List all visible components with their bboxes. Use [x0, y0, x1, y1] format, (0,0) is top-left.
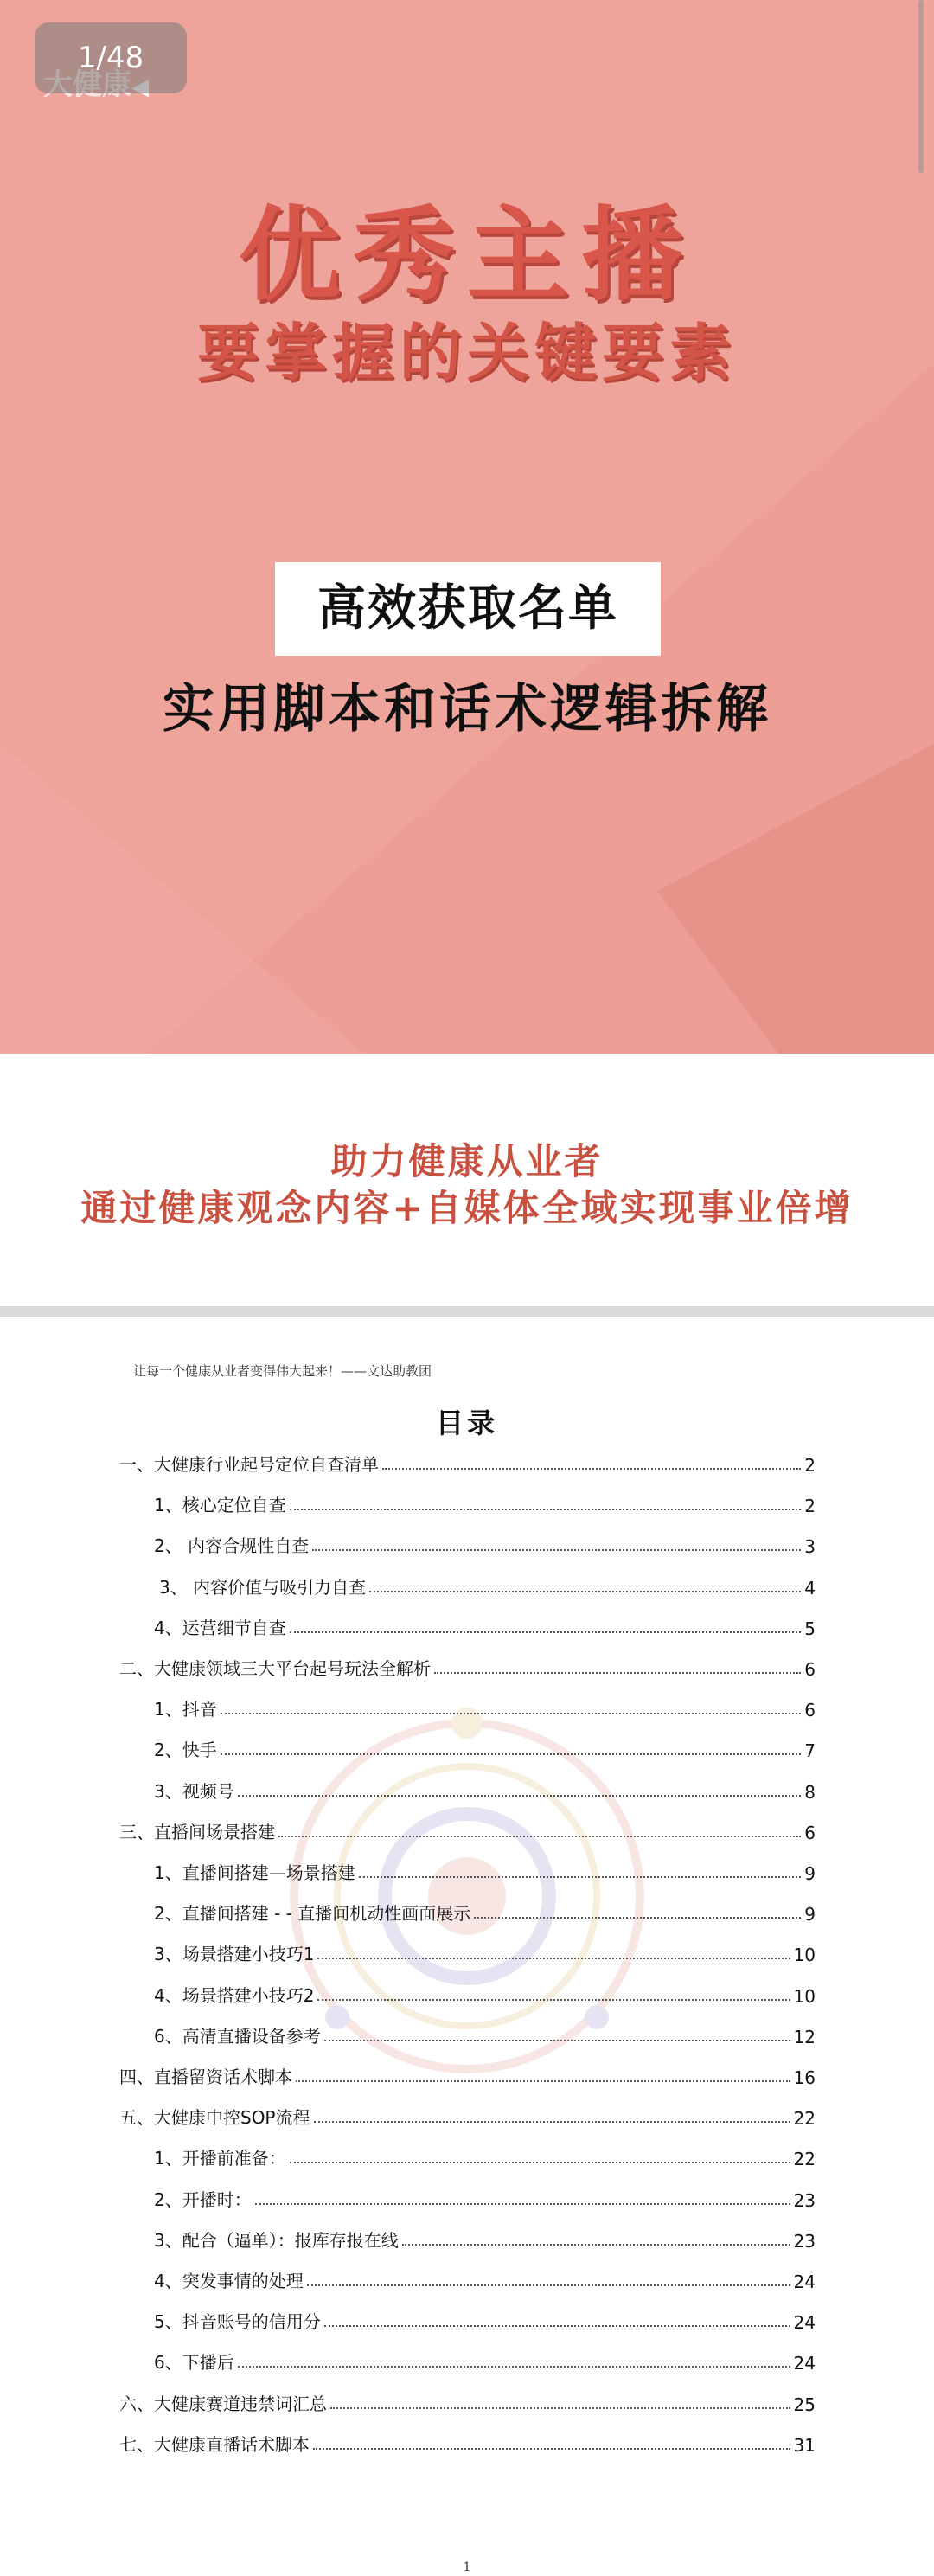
toc-entry-label: 2、开播时： — [154, 2188, 252, 2210]
toc-entry-label: 2、快手 — [154, 1740, 217, 1761]
toc-entry-page: 4 — [804, 1577, 816, 1599]
toc-entry[interactable] — [119, 2426, 816, 2456]
page-divider — [0, 1306, 934, 1317]
toc-entry-label: 三、直播间场景搭建 — [119, 1821, 275, 1842]
toc-entry-label: 七、大健康直播话术脚本 — [119, 2433, 310, 2455]
toc-entry-label: 四、直播留资话术脚本 — [119, 2067, 292, 2087]
toc-dot-leader — [359, 1875, 802, 1878]
toc-entry-page: 3 — [804, 1536, 816, 1558]
toc-dot-leader — [238, 1794, 802, 1797]
toc-entry-label: 二、大健康领域三大平台起号玩法全解析 — [119, 1658, 431, 1679]
toc-entry-page: 7 — [804, 1740, 816, 1762]
toc-dot-leader — [434, 1671, 801, 1674]
toc-dot-leader — [221, 1712, 802, 1714]
toc-entry-page: 23 — [793, 2230, 816, 2252]
toc-title: 目录 — [435, 1407, 498, 1439]
toc-entry-page: 10 — [793, 1985, 816, 2007]
toc-entry[interactable] — [154, 1977, 816, 2007]
toc-entry[interactable] — [154, 2018, 816, 2047]
toc-entry-page: 24 — [793, 2353, 816, 2374]
toc-entry[interactable] — [119, 2099, 816, 2129]
cover-title-line2: 要掌握的关键要素 — [196, 317, 737, 389]
cover-title-line1: 优秀主播 — [238, 195, 695, 315]
toc-entry[interactable] — [154, 1732, 816, 1761]
toc-entry[interactable] — [119, 1650, 816, 1680]
cover-band-line2: 通过健康观念内容+自媒体全域实现事业倍增 — [80, 1187, 854, 1229]
toc-entry-page: 16 — [793, 2067, 816, 2088]
toc-entry-label: 3、 内容价值与吸引力自查 — [159, 1576, 367, 1598]
page-counter-badge: 1/48 — [35, 22, 187, 93]
toc-entry-page: 6 — [804, 1659, 816, 1680]
toc-entry[interactable] — [154, 1855, 816, 1884]
toc-entry[interactable] — [154, 1487, 816, 1516]
toc-dot-leader — [330, 2406, 790, 2409]
toc-entry-label: 4、运营细节自查 — [154, 1617, 286, 1638]
toc-entry-label: 3、视频号 — [154, 1780, 234, 1802]
toc-entry-page: 6 — [804, 1700, 816, 1721]
toc-entry-label: 六、大健康赛道违禁词汇总 — [119, 2393, 327, 2414]
toc-entry-page: 8 — [804, 1781, 816, 1803]
toc-dot-leader — [317, 1998, 790, 2001]
toc-entry-label: 3、场景搭建小技巧1 — [154, 1944, 315, 1965]
toc-entry-page: 22 — [793, 2149, 816, 2170]
toc-entry-label: 2、 内容合规性自查 — [154, 1535, 310, 1557]
toc-entry[interactable] — [154, 2304, 816, 2333]
page-number: 1 — [463, 2560, 471, 2574]
toc-dot-leader — [290, 1508, 802, 1510]
toc-entry[interactable] — [154, 1895, 816, 1925]
toc-entry[interactable] — [159, 1569, 816, 1599]
toc-dot-leader — [290, 2161, 790, 2163]
toc-entry-label: 五、大健康中控SOP流程 — [119, 2107, 310, 2129]
toc-entry-label: 6、下播后 — [154, 2352, 234, 2374]
toc-dot-leader — [313, 2447, 790, 2450]
toc-entry-label: 4、突发事情的处理 — [154, 2271, 304, 2291]
cover-subtitle: 实用脚本和话术逻辑拆解 — [163, 679, 771, 740]
toc-entry[interactable] — [154, 1610, 816, 1639]
toc-dot-leader — [278, 1835, 801, 1837]
toc-entry[interactable] — [154, 2222, 816, 2252]
toc-entry-label: 6、高清直播设备参考 — [154, 2025, 321, 2047]
toc-entry[interactable] — [154, 1773, 816, 1803]
toc-entry-page: 5 — [804, 1618, 816, 1639]
toc-page — [0, 1317, 934, 2576]
toc-dot-leader — [314, 2120, 790, 2123]
toc-entry[interactable] — [119, 2059, 816, 2088]
toc-entry-page: 22 — [793, 2108, 816, 2130]
toc-entry-page: 2 — [804, 1496, 816, 1517]
toc-entry[interactable] — [154, 2263, 816, 2292]
toc-entry-label: 1、开播前准备： — [154, 2148, 286, 2169]
toc-entry-page: 9 — [804, 1863, 816, 1884]
toc-entry-page: 24 — [793, 2312, 816, 2334]
toc-dot-leader — [296, 2079, 790, 2082]
toc-entry[interactable] — [119, 1814, 816, 1843]
toc-entry-page: 23 — [793, 2189, 816, 2211]
cover-page — [0, 0, 934, 1054]
toc-entry-page: 24 — [793, 2272, 816, 2292]
toc-entry[interactable] — [154, 2182, 816, 2211]
toc-entry-page: 31 — [793, 2434, 816, 2456]
toc-entry[interactable] — [154, 1691, 816, 1721]
toc-dot-leader — [324, 2039, 790, 2041]
toc-dot-leader — [474, 1916, 801, 1919]
toc-entry-label: 2、直播间搭建 - - 直播间机动性画面展示 — [154, 1903, 471, 1925]
toc-entry[interactable] — [154, 2344, 816, 2374]
toc-entry-page: 25 — [793, 2393, 816, 2415]
toc-dot-leader — [238, 2365, 790, 2368]
toc-entry-label: 1、抖音 — [154, 1699, 217, 1721]
cover-band-line1: 助力健康从业者 — [330, 1140, 604, 1182]
toc-entry-page: 9 — [804, 1904, 816, 1926]
toc-dot-leader — [402, 2243, 790, 2246]
scrollbar-thumb[interactable] — [918, 0, 924, 173]
toc-dot-leader — [317, 1957, 790, 1959]
header-note: 让每一个健康从业者变得伟大起来！——文达助教团 — [133, 1363, 432, 1379]
toc-entry[interactable] — [119, 1446, 816, 1476]
toc-dot-leader — [221, 1753, 802, 1755]
toc-entry-label: 1、直播间搭建—场景搭建 — [154, 1862, 355, 1883]
cover-background-shapes — [0, 0, 934, 1054]
toc-entry-page: 12 — [793, 2026, 816, 2047]
toc-entry-page: 10 — [793, 1945, 816, 1966]
toc-entry-label: 4、场景搭建小技巧2 — [154, 1984, 315, 2006]
toc-entry-page: 6 — [804, 1822, 816, 1843]
toc-dot-leader — [290, 1631, 802, 1633]
toc-dot-leader — [312, 1548, 801, 1551]
toc-entry[interactable] — [154, 1528, 816, 1557]
toc-entry[interactable] — [154, 2140, 816, 2169]
toc-dot-leader — [307, 2284, 790, 2286]
toc-dot-leader — [324, 2324, 790, 2327]
toc-entry-label: 1、核心定位自查 — [154, 1495, 286, 1516]
toc-entry-page: 2 — [804, 1455, 816, 1476]
toc-entry-label: 一、大健康行业起号定位自查清单 — [119, 1454, 379, 1475]
toc-entry[interactable] — [154, 1936, 816, 1965]
toc-dot-leader — [255, 2202, 790, 2205]
toc-dot-leader — [369, 1590, 801, 1592]
toc-entry[interactable] — [119, 2386, 816, 2415]
toc-entry-label: 5、抖音账号的信用分 — [154, 2311, 321, 2333]
cover-highlight-box: 高效获取名单 — [275, 562, 661, 656]
toc-dot-leader — [382, 1467, 801, 1470]
toc-entry-label: 3、配合（逼单）：报库存报在线 — [154, 2229, 399, 2251]
